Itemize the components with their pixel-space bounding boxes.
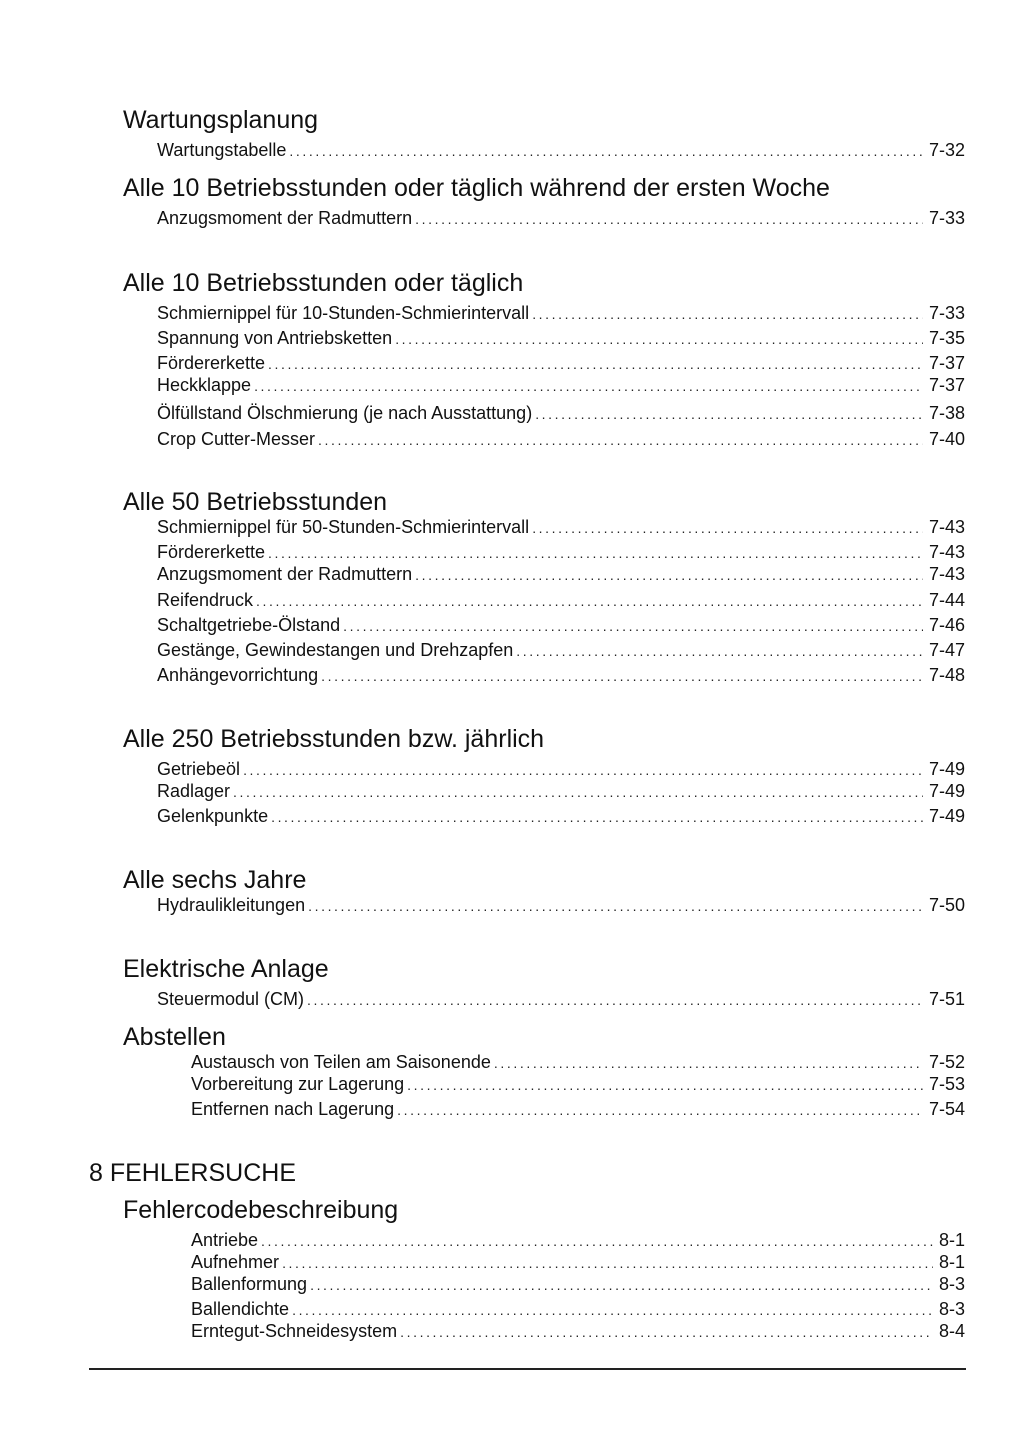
toc-entry-page: 8-4 xyxy=(938,1321,965,1341)
toc-entry-page: 7-37 xyxy=(928,353,965,373)
dot-leader xyxy=(307,989,923,1011)
toc-entry-label: Antriebe xyxy=(191,1230,259,1250)
dot-leader xyxy=(289,140,923,162)
toc-entry-label: Erntegut-Schneidesystem xyxy=(191,1321,398,1341)
toc-entry[interactable] xyxy=(157,758,965,780)
dot-leader xyxy=(243,759,923,781)
toc-entry-page: 7-48 xyxy=(928,665,965,685)
toc-entry-page: 7-43 xyxy=(928,564,965,584)
toc-entry-page: 7-49 xyxy=(928,781,965,801)
toc-entry-label: Reifendruck xyxy=(157,590,254,610)
toc-entry[interactable] xyxy=(191,1298,965,1320)
toc-entry-page: 7-43 xyxy=(928,517,965,537)
dot-leader xyxy=(308,895,923,917)
toc-entry-page: 7-44 xyxy=(928,590,965,610)
section-heading: Alle 250 Betriebsstunden bzw. jährlich xyxy=(123,725,545,753)
toc-entry[interactable] xyxy=(157,664,965,686)
toc-entry-page: 7-49 xyxy=(928,759,965,779)
toc-entry[interactable] xyxy=(157,541,965,563)
toc-entry-label: Ölfüllstand Ölschmierung (je nach Ausstattung) xyxy=(157,403,533,423)
toc-entry-label: Gelenkpunkte xyxy=(157,806,269,826)
toc-entry-label: Anzugsmoment der Radmuttern xyxy=(157,208,413,228)
toc-entry[interactable] xyxy=(157,139,965,161)
dot-leader xyxy=(400,1321,933,1343)
toc-entry-page: 7-38 xyxy=(928,403,965,423)
toc-entry-page: 8-1 xyxy=(938,1230,965,1250)
toc-entry-label: Vorbereitung zur Lagerung xyxy=(191,1074,405,1094)
toc-entry-page: 7-33 xyxy=(928,303,965,323)
toc-entry-page: 7-49 xyxy=(928,806,965,826)
toc-entry-page: 7-54 xyxy=(928,1099,965,1119)
toc-entry-page: 7-37 xyxy=(928,375,965,395)
toc-entry-page: 8-3 xyxy=(938,1274,965,1294)
toc-entry-label: Austausch von Teilen am Saisonende xyxy=(191,1052,491,1072)
toc-entry-label: Gestänge, Gewindestangen und Drehzapfen xyxy=(157,640,514,660)
toc-entry[interactable] xyxy=(157,428,965,450)
toc-entry-label: Fördererkette xyxy=(157,542,266,562)
section-heading: Alle 10 Betriebsstunden oder täglich xyxy=(123,269,524,297)
toc-entry-page: 8-3 xyxy=(938,1299,965,1319)
toc-entry-label: Schmiernippel für 50-Stunden-Schmierintervall xyxy=(157,517,530,537)
toc-entry-page: 7-40 xyxy=(928,429,965,449)
dot-leader xyxy=(494,1052,923,1074)
dot-leader xyxy=(292,1299,933,1321)
toc-entry-label: Ballendichte xyxy=(191,1299,290,1319)
footer-rule xyxy=(89,1368,966,1370)
dot-leader xyxy=(233,781,923,803)
toc-entry[interactable] xyxy=(157,589,965,611)
dot-leader xyxy=(407,1074,923,1096)
toc-entry-label: Crop Cutter-Messer xyxy=(157,429,316,449)
dot-leader xyxy=(516,640,923,662)
toc-entry-label: Spannung von Antriebsketten xyxy=(157,328,393,348)
dot-leader xyxy=(343,615,923,637)
dot-leader xyxy=(268,353,923,375)
toc-entry[interactable] xyxy=(157,563,965,585)
toc-entry-label: Aufnehmer xyxy=(191,1252,280,1272)
toc-entry[interactable] xyxy=(157,516,965,538)
section-heading: Alle 10 Betriebsstunden oder täglich während der ersten Woche xyxy=(123,174,830,202)
dot-leader xyxy=(397,1099,923,1121)
toc-entry-page: 7-47 xyxy=(928,640,965,660)
toc-entry-label: Ballenformung xyxy=(191,1274,308,1294)
toc-entry-page: 7-46 xyxy=(928,615,965,635)
dot-leader xyxy=(535,403,923,425)
dot-leader xyxy=(256,590,923,612)
toc-entry[interactable] xyxy=(191,1273,965,1295)
toc-entry-page: 7-35 xyxy=(928,328,965,348)
toc-entry-label: Fördererkette xyxy=(157,353,266,373)
toc-entry-page: 7-33 xyxy=(928,208,965,228)
toc-entry-label: Anzugsmoment der Radmuttern xyxy=(157,564,413,584)
toc-entry[interactable] xyxy=(157,302,965,324)
toc-entry-label: Schmiernippel für 10-Stunden-Schmierintervall xyxy=(157,303,530,323)
dot-leader xyxy=(268,542,923,564)
toc-entry[interactable] xyxy=(191,1098,965,1120)
dot-leader xyxy=(271,806,923,828)
dot-leader xyxy=(532,303,923,325)
dot-leader xyxy=(415,564,923,586)
toc-entry[interactable] xyxy=(157,402,965,424)
section-heading: Abstellen xyxy=(123,1023,226,1051)
toc-entry[interactable] xyxy=(157,988,965,1010)
section-heading: Fehlercodebeschreibung xyxy=(123,1196,399,1224)
section-heading: Alle 50 Betriebsstunden xyxy=(123,488,388,516)
toc-entry[interactable] xyxy=(191,1073,965,1095)
toc-entry[interactable] xyxy=(157,374,965,396)
toc-entry-label: Radlager xyxy=(157,781,231,801)
toc-entry[interactable] xyxy=(191,1051,965,1073)
toc-entry[interactable] xyxy=(157,894,965,916)
toc-entry[interactable] xyxy=(157,352,965,374)
toc-entry[interactable] xyxy=(157,805,965,827)
toc-entry-page: 7-52 xyxy=(928,1052,965,1072)
toc-entry-label: Wartungstabelle xyxy=(157,140,287,160)
toc-entry-label: Anhängevorrichtung xyxy=(157,665,319,685)
toc-entry-label: Heckklappe xyxy=(157,375,252,395)
toc-entry-label: Steuermodul (CM) xyxy=(157,989,305,1009)
section-heading: Wartungsplanung xyxy=(123,106,319,134)
toc-entry-page: 7-32 xyxy=(928,140,965,160)
toc-entry-page: 7-50 xyxy=(928,895,965,915)
dot-leader xyxy=(254,375,923,397)
dot-leader xyxy=(318,429,923,451)
dot-leader xyxy=(415,208,923,230)
toc-entry[interactable] xyxy=(157,614,965,636)
dot-leader xyxy=(395,328,923,350)
toc-entry-label: Schaltgetriebe-Ölstand xyxy=(157,615,341,635)
dot-leader xyxy=(310,1274,933,1296)
dot-leader xyxy=(282,1252,933,1274)
section-heading: Elektrische Anlage xyxy=(123,955,329,983)
toc-entry-label: Hydraulikleitungen xyxy=(157,895,306,915)
toc-entry[interactable] xyxy=(191,1320,965,1342)
dot-leader xyxy=(321,665,923,687)
toc-entry[interactable] xyxy=(157,639,965,661)
chapter-heading: 8 FEHLERSUCHE xyxy=(89,1159,296,1187)
toc-entry[interactable] xyxy=(157,207,965,229)
toc-entry[interactable] xyxy=(191,1229,965,1251)
toc-entry-label: Entfernen nach Lagerung xyxy=(191,1099,395,1119)
toc-entry-page: 7-51 xyxy=(928,989,965,1009)
toc-entry[interactable] xyxy=(191,1251,965,1273)
toc-entry[interactable] xyxy=(157,780,965,802)
toc-entry[interactable] xyxy=(157,327,965,349)
dot-leader xyxy=(532,517,923,539)
dot-leader xyxy=(261,1230,933,1252)
toc-entry-page: 8-1 xyxy=(938,1252,965,1272)
toc-entry-label: Getriebeöl xyxy=(157,759,241,779)
section-heading: Alle sechs Jahre xyxy=(123,866,307,894)
toc-entry-page: 7-53 xyxy=(928,1074,965,1094)
toc-entry-page: 7-43 xyxy=(928,542,965,562)
